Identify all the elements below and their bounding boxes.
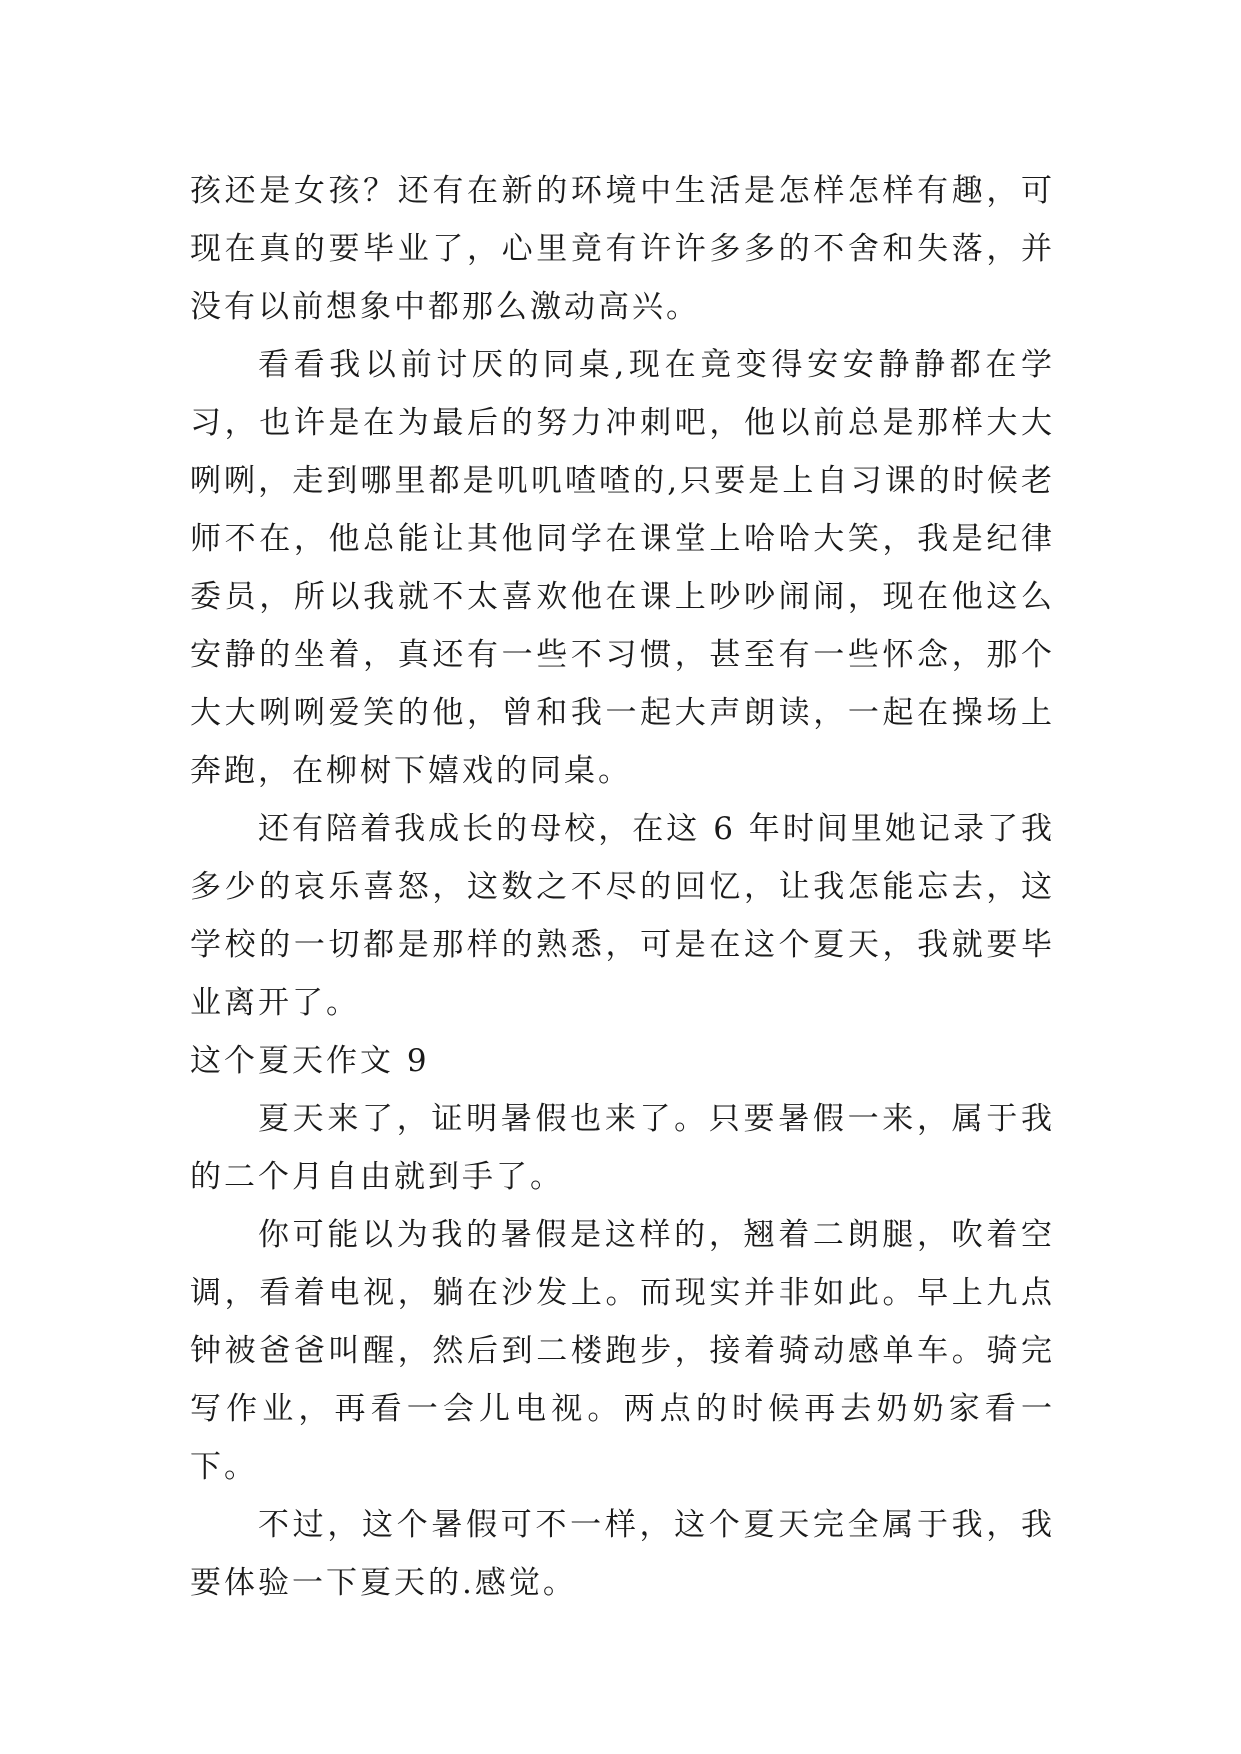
section-heading: 这个夏天作文 9 bbox=[190, 1043, 430, 1079]
paragraph-3: 还有陪着我成长的母校，在这 6 年时间里她记录了我多少的哀乐喜怒，这数之不尽的回忆，让我怎能忘去，这学校的一切都是那样的熟悉，可是在这个夏天，我就要毕业离开了。 bbox=[190, 811, 1055, 1021]
paragraph-4: 夏天来了，证明暑假也来了。只要暑假一来，属于我的二个月自由就到手了。 bbox=[190, 1101, 1055, 1195]
paragraph-1: 孩还是女孩？还有在新的环境中生活是怎样怎样有趣，可现在真的要毕业了，心里竟有许许多多的不舍和失落，并没有以前想象中都那么激动高兴。 bbox=[190, 173, 1055, 325]
paragraph-6: 不过，这个暑假可不一样，这个夏天完全属于我，我要体验一下夏天的.感觉。 bbox=[190, 1507, 1055, 1601]
paragraph-2: 看看我以前讨厌的同桌,现在竟变得安安静静都在学习，也许是在为最后的努力冲刺吧，他以前总是那样大大咧咧，走到哪里都是叽叽喳喳的,只要是上自习课的时候老师不在，他总能让其他同学在课堂上哈哈大笑，我是纪律委员，所以我就不太喜欢他在课上吵吵闹闹，现在他这么安静的坐着，真还有一些不习惯，甚至有一些怀念，那个大大咧咧爱笑的他，曾和我一起大声朗读，一起在操场上奔跑，在柳树下嬉戏的同桌。 bbox=[190, 347, 1055, 789]
paragraph-5: 你可能以为我的暑假是这样的，翘着二朗腿，吹着空调，看着电视，躺在沙发上。而现实并非如此。早上九点钟被爸爸叫醒，然后到二楼跑步，接着骑动感单车。骑完写作业，再看一会儿电视。两点的时候再去奶奶家看一下。 bbox=[190, 1217, 1055, 1485]
document-body bbox=[190, 162, 1055, 1612]
